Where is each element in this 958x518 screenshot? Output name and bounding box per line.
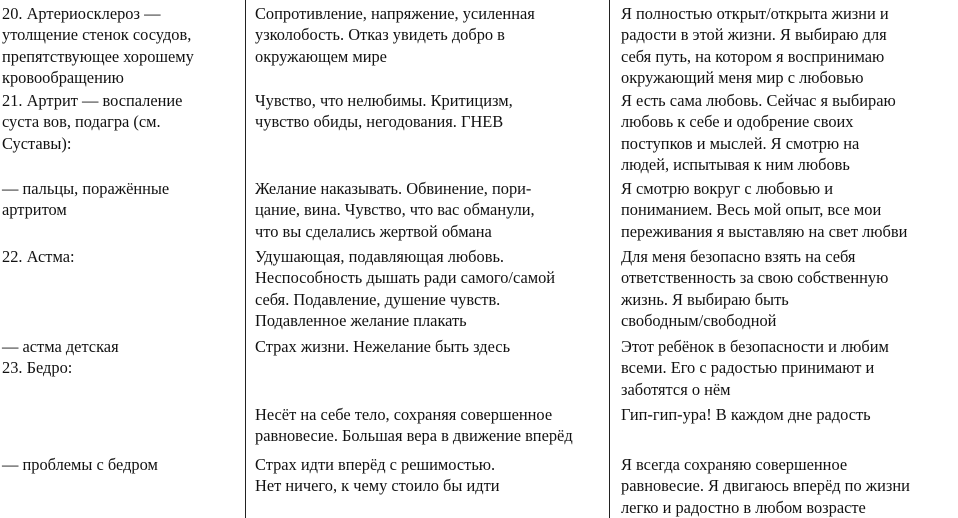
condition-cell: — астма детская	[2, 337, 119, 356]
cause-cell: Чувство, что нелюбимы. Критицизм, чувство обиды, негодования. ГНЕВ	[255, 91, 513, 132]
condition-cell: 21. Артрит — воспаление суста вов, подагра (см. Суставы):	[2, 91, 183, 153]
affirmation-cell: Я полностью открыт/открыта жизни и радости в этой жизни. Я выбираю для себя путь, на котором я воспринимаю окружающий меня мир с любовью	[621, 4, 889, 87]
affirmation-cell: Гип-гип-ура! В каждом дне радость	[621, 405, 871, 424]
column-divider	[609, 0, 610, 518]
condition-cell: — проблемы с бедром	[2, 455, 158, 474]
cause-cell: Сопротивление, напряжение, усиленная узколобость. Отказ увидеть добро в окружающем мире	[255, 4, 535, 66]
cause-cell: Удушающая, подавляющая любовь. Неспособность дышать ради самого/самой себя. Подавление, душение чувств. Подавленное желание плакать	[255, 247, 556, 330]
condition-cell: 20. Артериосклероз — утолщение стенок сосудов, препятствующее хорошему кровообращению	[2, 4, 194, 87]
cause-cell: Желание наказывать. Обвинение, пори- цание, вина. Чувство, что вас обманули, что вы сделались жертвой обмана	[255, 179, 535, 241]
condition-cell: — пальцы, поражённые артритом	[2, 179, 170, 220]
condition-cell: 23. Бедро:	[2, 358, 73, 377]
cause-cell: Несёт на себе тело, сохраняя совершенное равновесие. Большая вера в движение вперёд	[255, 405, 573, 446]
column-divider	[245, 0, 246, 518]
affirmation-cell: Я всегда сохраняю совершенное равновесие. Я двигаюсь вперёд по жизни легко и радостно в любом возрасте	[621, 455, 910, 517]
affirmation-cell: Я смотрю вокруг с любовью и пониманием. Весь мой опыт, все мои переживания я выставляю на свет любви	[621, 179, 908, 241]
affirmation-cell: Я есть сама любовь. Сейчас я выбираю любовь к себе и одобрение своих поступков и мыслей. Я смотрю на людей, испытывая к ним любовь	[621, 91, 896, 174]
affirmation-cell: Для меня безопасно взять на себя ответственность за свою собственную жизнь. Я выбираю быть свободным/свободной	[621, 247, 889, 330]
condition-cell: 22. Астма:	[2, 247, 75, 266]
affirmation-cell: Этот ребёнок в безопасности и любим всеми. Его с радостью принимают и заботятся о нём	[621, 337, 889, 399]
cause-cell: Страх идти вперёд с решимостью. Нет ничего, к чему стоило бы идти	[255, 455, 500, 496]
cause-cell: Страх жизни. Нежелание быть здесь	[255, 337, 511, 356]
